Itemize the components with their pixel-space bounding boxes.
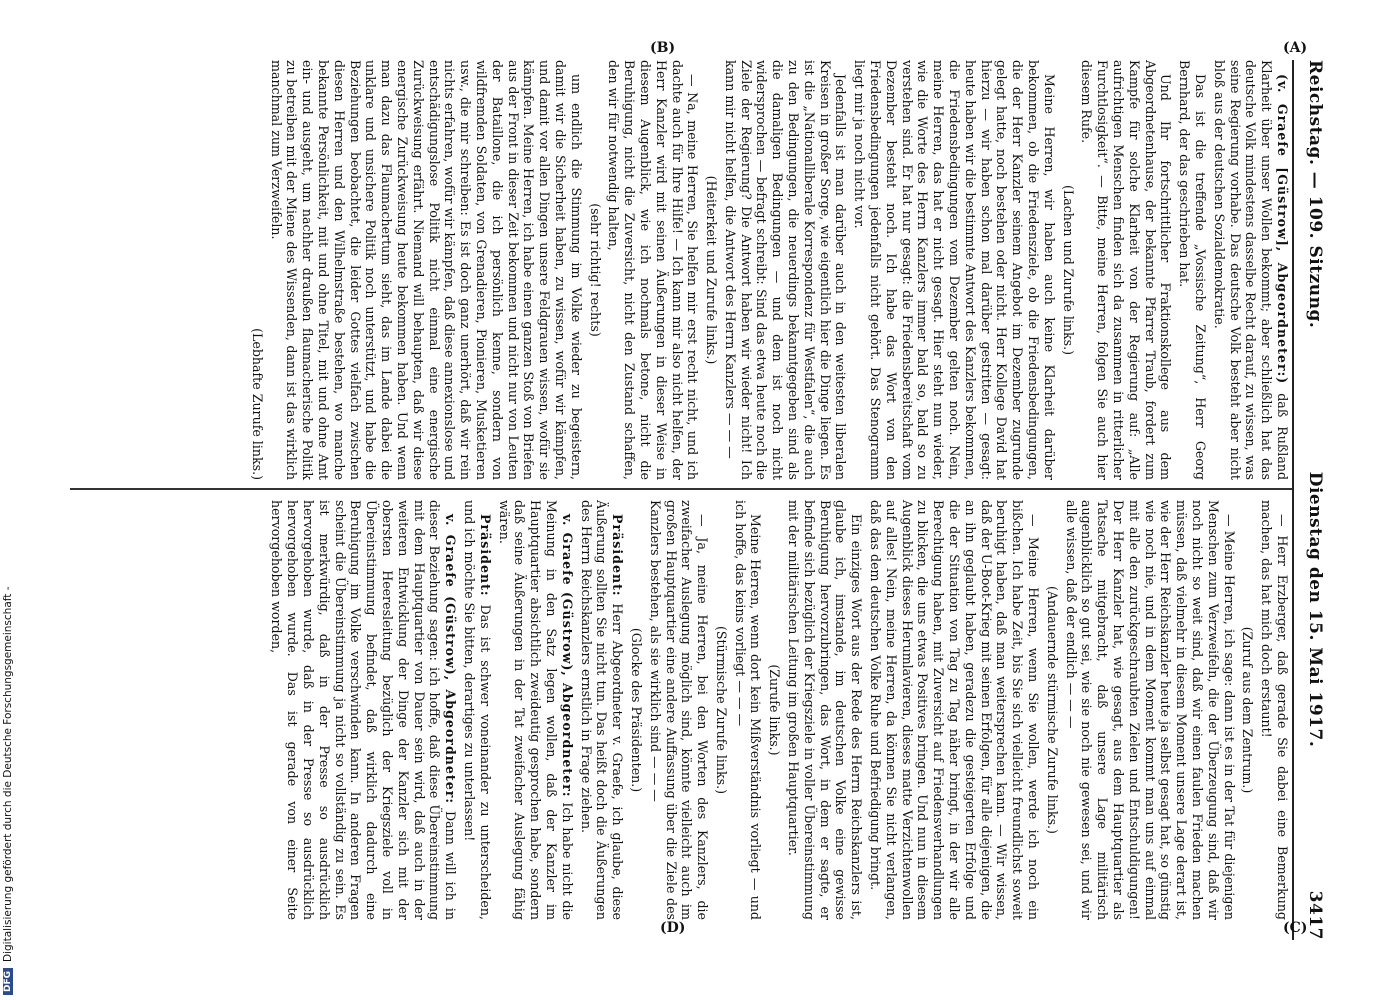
speech-text: Das ist schwer voneinander zu unterscheiden, und ich möchte Sie bitten, derartiges zu unterlassen! — [461, 500, 493, 920]
interjection: (Andauernde stürmische Zurufe links.) — [1044, 586, 1060, 834]
paragraph: Meine Herren, wenn dort kein Mißverständnis vorliegt — und ich hoffe, das keins vorliegt — — — — [732, 500, 764, 920]
left-column-text — [249, 60, 1290, 480]
interjection: (Glocke des Präsidenten.) — [628, 627, 644, 793]
paragraph: Meine Herren, wir haben auch keine Klarheit darüber bekommen, ob die Friedensziele, ob die Friedensbedingungen, die der Herr Kanzler seinem Angebot im Dezember zugrunde gelegt hatte, noch bestehen oder nicht. Herr Kollege David hat hierzu — wir haben schon mal darüber gestritten — gesagt: heute haben wir die bestimmte Antwort des Kanzlers bekommen, die Friedensbedingungen vom Dezember gelten noch. Nein, meine Herren, das hat er nicht gesagt. Hier steht nun wieder, wie die Worte des Herrn Kanzlers immer bald so, bald so zu verstehen sind. Er hat nur gesagt: die Friedensbereitschaft vom Dezember besteht noch. Ich habe das Wort von den Friedensbedingungen jedenfalls nicht gehört. Das Stenogramm liegt mir ja noch nicht vor. — [852, 60, 1057, 480]
speaker-name: Präsident: — [477, 514, 493, 597]
speaker-name: Präsident: — [610, 514, 626, 597]
speech-text: daß Rußland Klarheit über unser Wollen bekommt; aber schließlich hat das deutsche Volk mindestens dasselbe Recht darauf, zu wissen, was seine Regierung vorhabe. Das deutsche Volk besteht aber nicht bloß aus der deutschen Sozialdemokratie. — [1211, 60, 1290, 481]
header-left: Reichstag. — 109. Sitzung. — [1305, 60, 1325, 329]
dfg-logo: DFG — [3, 968, 13, 995]
speaker-paragraph — [1211, 60, 1290, 480]
paragraph: — Na, meine Herren, Sie helfen mir erst recht nicht, und ich dachte auch für Ihre Hilfe! — Ich kann mir also nicht helfen, der Herr Kanzler wird mit seinen Äußerungen in dieser Weise in diesem Augenblick, wie ich nochmals betone, nicht die Beruhigung, nicht die Zuversicht, nicht den Zustand schaffen, den wir für notwendig halten, — [606, 60, 701, 480]
right-column-text — [269, 500, 1290, 920]
interjection: (Stürmische Zurufe links.) — [713, 625, 729, 795]
paragraph: — Herr Erzberger, daß gerade Sie dabei eine Bemerkung machen, das hat mich doch erstaunt! — [1259, 500, 1290, 920]
paragraph: Ein einziges Wort aus der Rede des Herrn Reichskanzlers ist, glaube ich, imstande, im deutschen Volke eine gewisse Beruhigung hervorzubringen, das Wort, in dem er sagte, er befinde sich bezüglich der Kriegsziele in voller Übereinstimmung mit der militärischen Leitung im großen Hauptquartier. — [786, 500, 865, 920]
interjection: (Zurufe links.) — [767, 664, 783, 756]
margin-marker-c: (C) — [1283, 920, 1308, 936]
paragraph: — Meine Herren, wenn Sie wollen, werde ich noch ein bißchen. Ich habe Zeit, bis Sie sich vielleicht freundlichst soweit beruhigt haben, daß man weitersprechen kann. — Wir wissen, daß der U-Boot-Krieg mit seinen Erfolgen, für alle diejenigen, die an ihn geglaubt haben, geradezu die gesteigerten Erfolge und die der Situation von Tag zu Tag näher bringt, in der wir alle Berechtigung haben, mit Zuversicht auf Friedensverhandlungen zu blicken, die uns etwas Positives bringen. Und nun in diesem Augenblick dieses Herumlavieren, dieses matte Verzichtenwollen auf alles! Nein, meine Herren, da können Sie nicht verlangen, daß das dem deutschen Volke Ruhe und Befriedigung bringt. — [868, 500, 1042, 920]
running-header — [1300, 60, 1330, 940]
interjection: (Heiterkeit und Zurufe links.) — [704, 175, 720, 365]
page-number: 3417 — [1305, 890, 1325, 940]
speaker-paragraph — [578, 500, 625, 920]
margin-marker-b: (B) — [650, 40, 676, 56]
speaker-name: v. Graefe (Güstrow), Abgeordneter: — [443, 514, 459, 805]
speaker-paragraph — [461, 500, 493, 920]
speech-text: Ich habe nicht die Meinung in den Satz legen wollen, daß der Kanzler im Hauptquartier absichtlich zweideutig gesprochen habe, sondern daß seine Äußerungen in der Tat zweifacher Auslegung fähig wären. — [496, 500, 575, 920]
speech-text: Dann will ich in dieser Beziehung sagen: ich hoffe, daß diese Übereinstimmung mit dem Hauptquartier von Dauer sein wird, daß auch in der weiteren Entwicklung der Dinge der Kanzler sich mit der obersten Heeresleitung bezüglich der Kriegsziele voll in Übereinstimmung befindet, daß wirklich dadurch eine Beruhigung im Volke verschwinden kann. In anderen Fragen scheint die Übereinstimmung ja nicht so vollständig zu sein. Es ist merkwürdig, daß in der Presse so ausdrücklich hervorgehoben wurde, daß in der Presse so ausdrücklich hervorgehoben wurde. Das ist gerade von einer Seite hervorgehoben worden, — [269, 500, 459, 920]
digitization-credit — [1, 40, 17, 995]
right-column — [80, 500, 1290, 920]
interjection: (Lebhafte Zurufe links.) — [249, 328, 265, 480]
column-divider — [70, 488, 1292, 490]
interjection: (Zuruf aus dem Zentrum.) — [1240, 626, 1256, 794]
speech-text: Herr Abgeordneter v. Graefe, ich glaube, diese Äußerung sollten Sie nicht tun. Das heißt doch die Äußerungen des Herrn Reichskanzlers ernstlich in Frage ziehen. — [578, 500, 626, 920]
left-column — [80, 60, 1290, 480]
header-center: Dienstag den 15. Mai 1917. — [1305, 471, 1325, 748]
interjection: (Lachen und Zurufe links.) — [1060, 184, 1076, 356]
paragraph: — Ja, meine Herren, bei den Worten des Kanzlers, die zweifacher Auslegung möglich sind, könnte vielleicht auch im großen Hauptquartier eine andere Auffassung über die Ziele des Kanzlers bestehen, als sie wirklich sind — — — — [647, 500, 711, 920]
interjection: (sehr richtig! rechts) — [587, 203, 603, 337]
paragraph: Das ist die treffende „Vossische Zeitung“, Herr Georg Bernhard, der das geschrieben hat. — [1177, 60, 1209, 480]
paragraph: Jedenfalls ist man darüber auch in den weitesten liberalen Kreisen in großer Sorge, wie eigentlich hier die Dinge liegen. Es ist die „Nationalliberale Korrespondenz für Westfalen“, die auch zu den Bedingungen, die neuerdings bekanntgegeben sind als die damaligen Bedingungen — und dem ist noch nicht widersprochen — befragt schreibt: Sind das etwa heute noch die Ziele der Regierung? Die Antwort haben wir wieder nicht! Ich kann mir nicht helfen, die Antwort des Herrn Kanzlers — — — — [722, 60, 849, 480]
paragraph: — Meine Herren, ich sage: dann ist es in der Tat für diejenigen Menschen zum Verzweifeln, die der Überzeugung sind, daß wir noch nicht so weit sind, daß wir einen faulen Frieden machen müssen, daß vielmehr in diesem Moment unsere Lage derart ist, wie der Herr Reichskanzler heute ja selbst gesagt hat, so günstig wie noch nie, und in dem Moment kommt man uns auf einmal mit alle den zurückgeschraubten Zielen und Entschuldigungen! Der Herr Kanzler hat, wie gesagt, aus dem Hauptquartier als Tatsache mitgebracht, daß unsere Lage militärisch augenblicklich so gut sei, wie sie noch nie gewesen sei, und wir alle wissen, daß der endlich — — — — [1063, 500, 1237, 920]
margin-marker-d: (D) — [660, 920, 686, 936]
paragraph: um endlich die Stimmung im Volke wieder zu begeistern, damit wir die Sicherheit haben, zu wissen, wofür wir kämpfen, und damit vor allen Dingen unsere Feldgrauen wissen, wofür sie kämpfen. Meine Herren, ich habe einen ganzen Stoß von Briefen aus der Front in dieser Zeit bekommen und nicht nur von Leuten der Bataillone, die ich persönlich kenne, sondern von wildfremden Soldaten, von Grenadieren, Pionieren, Musketieren usw., die mir schreiben: Es ist doch ganz unerhört, daß wir rein nichts erfahren, wofür wir kämpfen, daß diese annexionslose und entschädigungslose Politik nicht einmal eine energische Zurückweisung erfährt. Niemand will behaupten, daß wir diese energische Zurückweisung heute bekommen haben. Und wenn man dazu das Flaumachertum sieht, das im Lande dabei die unklare und unsichere Politik noch unterstützt, und habe die Beziehungen beobachtet, die leider Gottes vielfach zwischen diesen Herren und den Wilhelmstraße bestehen, wo manche bekannte Persönlichkeit, mit und ohne Titel, mit und ohne Amt ein- und ausgeht, um nachher draußen flaumacherische Politik zu betreiben mit der Miene des Wissenden, dann ist das wirklich manchmal zum Verzweifeln. — [268, 60, 584, 480]
margin-marker-a: (A) — [1283, 40, 1308, 56]
paragraph: Und Ihr fortschrittlicher Fraktionskollege aus dem Abgeordnetenhause, der bekannte Pfarrer Traub, fordert zum Kampfe für solche Klarheit von der Regierung auf: „Alle aufrichtigen Menschen finden sich da zusammen in ritterlicher Furchtlosigkeit“. — Bitte, meine Herren, folgen Sie auch hier diesem Rufe. — [1079, 60, 1174, 480]
credit-text: Digitalisierung gefördert durch die Deutsche Forschungsgemeinschaft - — [2, 586, 14, 962]
speaker-paragraph — [269, 500, 459, 920]
speaker-name: v. Graefe (Güstrow), Abgeordneter: — [559, 514, 575, 798]
speaker-paragraph — [496, 500, 575, 920]
speaker-name: (v. Graefe [Güstrow], Abgeordneter:) — [1275, 74, 1290, 385]
header-rule — [1292, 60, 1294, 940]
